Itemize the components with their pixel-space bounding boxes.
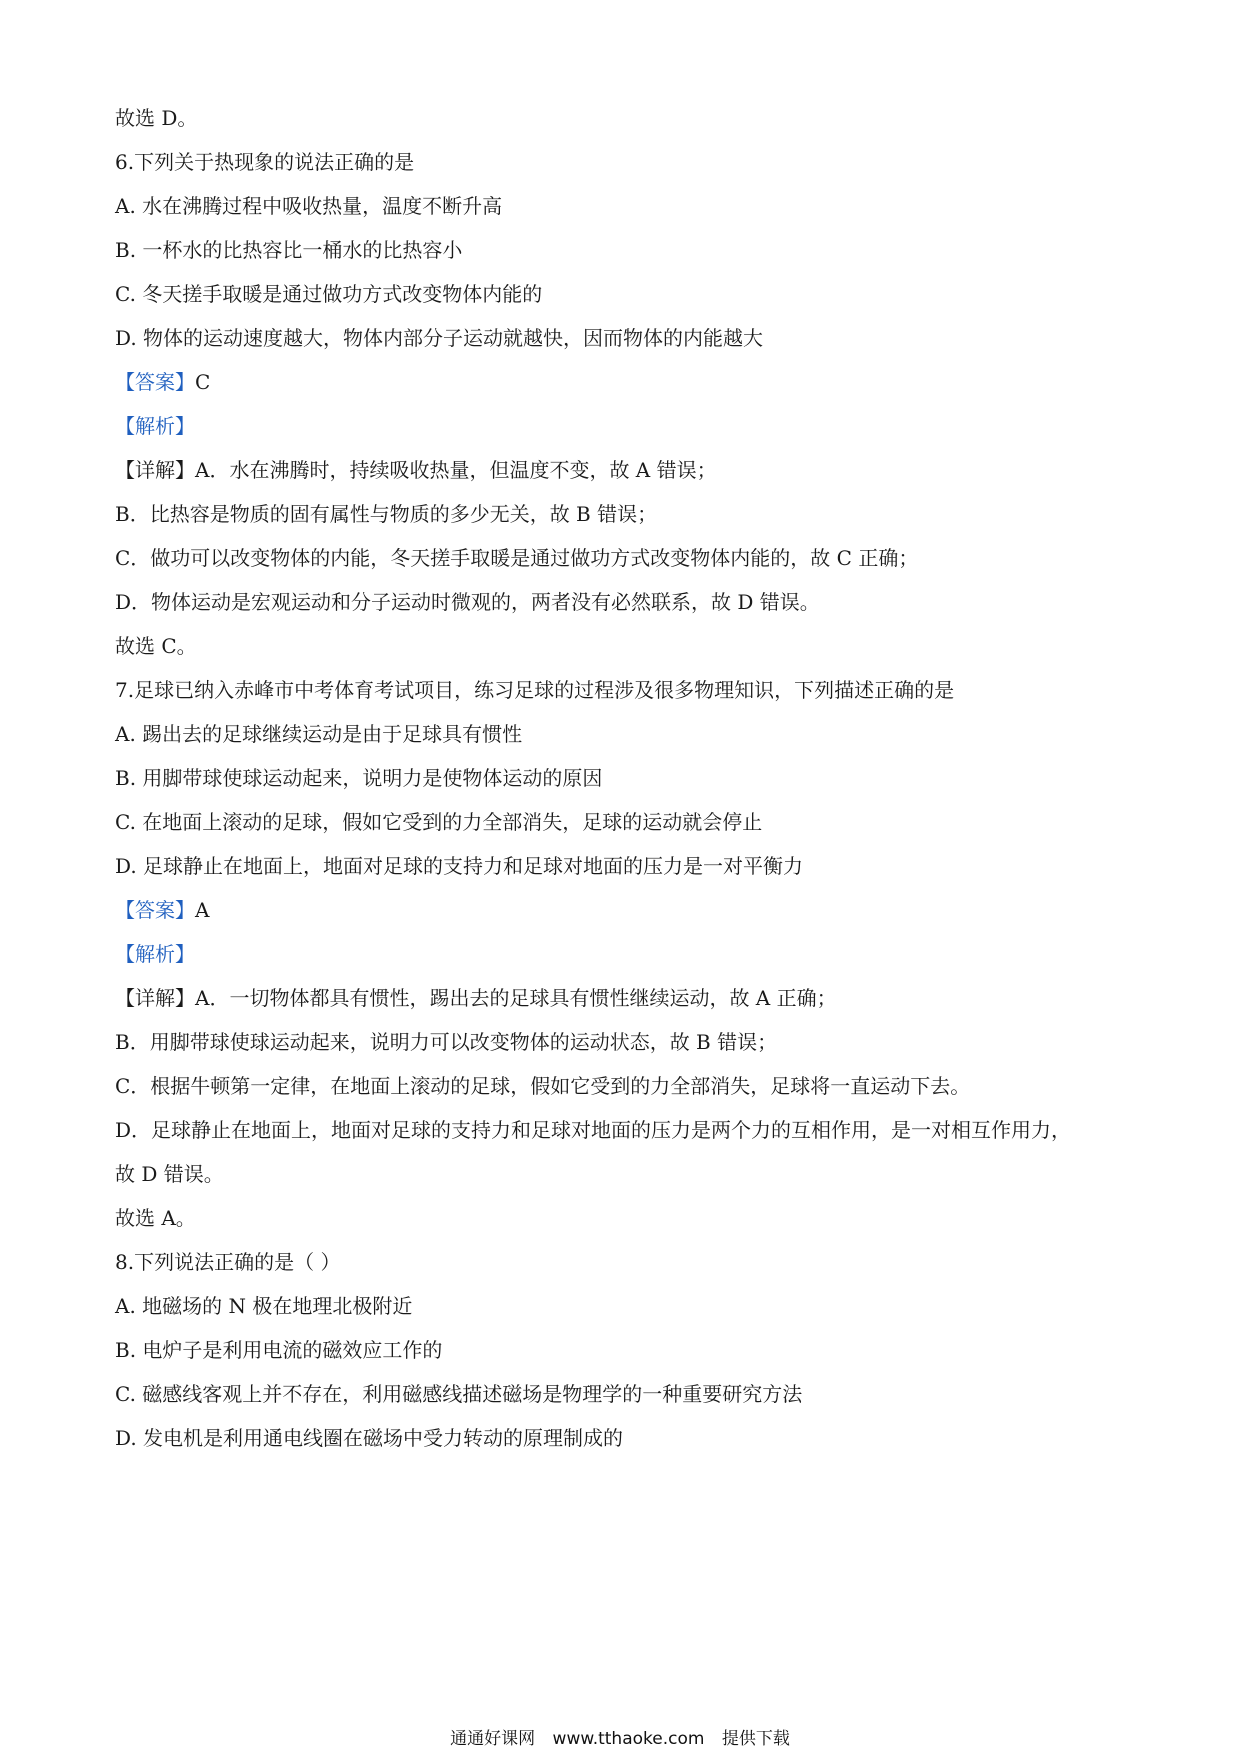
detail-q7-a: 【详解】A．一切物体都具有惯性，踢出去的足球具有惯性继续运动，故 A 正确； — [115, 986, 837, 1010]
answer-value: A — [195, 898, 210, 922]
conclusion-q7: 故选 A。 — [115, 1206, 196, 1230]
question-7-option-c: C. 在地面上滚动的足球，假如它受到的力全部消失，足球的运动就会停止 — [115, 810, 763, 834]
analysis-tag-q7: 【解析】 — [115, 942, 195, 966]
question-8-stem: 8.下列说法正确的是（ ） — [115, 1250, 341, 1274]
detail-q6-a: 【详解】A．水在沸腾时，持续吸收热量，但温度不变，故 A 错误； — [115, 458, 717, 482]
question-7-option-b: B. 用脚带球使球运动起来，说明力是使物体运动的原因 — [115, 766, 603, 790]
answer-line-q6 — [115, 368, 210, 396]
detail-q6-c: C．做功可以改变物体的内能，冬天搓手取暖是通过做功方式改变物体内能的，故 C 正确； — [115, 546, 919, 570]
detail-q6-d: D．物体运动是宏观运动和分子运动时微观的，两者没有必然联系，故 D 错误。 — [115, 590, 820, 614]
question-8-option-c: C. 磁感线客观上并不存在，利用磁感线描述磁场是物理学的一种重要研究方法 — [115, 1382, 803, 1406]
detail-q7-b: B．用脚带球使球运动起来，说明力可以改变物体的运动状态，故 B 错误； — [115, 1030, 778, 1054]
footer-note: 提供下载 — [721, 1729, 790, 1749]
question-7-option-d: D. 足球静止在地面上，地面对足球的支持力和足球对地面的压力是一对平衡力 — [115, 854, 804, 878]
question-8-option-a: A. 地磁场的 N 极在地理北极附近 — [115, 1294, 413, 1318]
question-7-option-a: A. 踢出去的足球继续运动是由于足球具有惯性 — [115, 722, 523, 746]
question-6-stem: 6.下列关于热现象的说法正确的是 — [115, 150, 415, 174]
question-6-option-b: B. 一杯水的比热容比一桶水的比热容小 — [115, 238, 463, 262]
question-8-option-d: D. 发电机是利用通电线圈在磁场中受力转动的原理制成的 — [115, 1426, 624, 1450]
question-7-stem: 7.足球已纳入赤峰市中考体育考试项目，练习足球的过程涉及很多物理知识，下列描述正确的是 — [115, 678, 955, 702]
detail-q7-d: D．足球静止在地面上，地面对足球的支持力和足球对地面的压力是两个力的互相作用，是一对相互作用力， — [115, 1118, 1072, 1142]
detail-q7-c: C．根据牛顿第一定律，在地面上滚动的足球，假如它受到的力全部消失，足球将一直运动下去。 — [115, 1074, 971, 1098]
answer-tag: 【答案】 — [115, 898, 195, 922]
conclusion-q5: 故选 D。 — [115, 106, 198, 130]
detail-q6-b: B．比热容是物质的固有属性与物质的多少无关，故 B 错误； — [115, 502, 658, 526]
question-8-option-b: B. 电炉子是利用电流的磁效应工作的 — [115, 1338, 443, 1362]
question-6-option-d: D. 物体的运动速度越大，物体内部分子运动就越快，因而物体的内能越大 — [115, 326, 764, 350]
analysis-tag-q6: 【解析】 — [115, 414, 195, 438]
footer-site-name: 通通好课网 — [450, 1729, 536, 1749]
question-6-option-a: A. 水在沸腾过程中吸收热量，温度不断升高 — [115, 194, 503, 218]
footer-url[interactable]: www.tthaoke.com — [552, 1729, 705, 1749]
detail-q7-d-continued: 故 D 错误。 — [115, 1162, 224, 1186]
conclusion-q6: 故选 C。 — [115, 634, 197, 658]
page-footer — [0, 1724, 1240, 1749]
answer-tag: 【答案】 — [115, 370, 195, 394]
question-6-option-c: C. 冬天搓手取暖是通过做功方式改变物体内能的 — [115, 282, 543, 306]
answer-line-q7 — [115, 896, 209, 924]
answer-value: C — [195, 370, 211, 394]
